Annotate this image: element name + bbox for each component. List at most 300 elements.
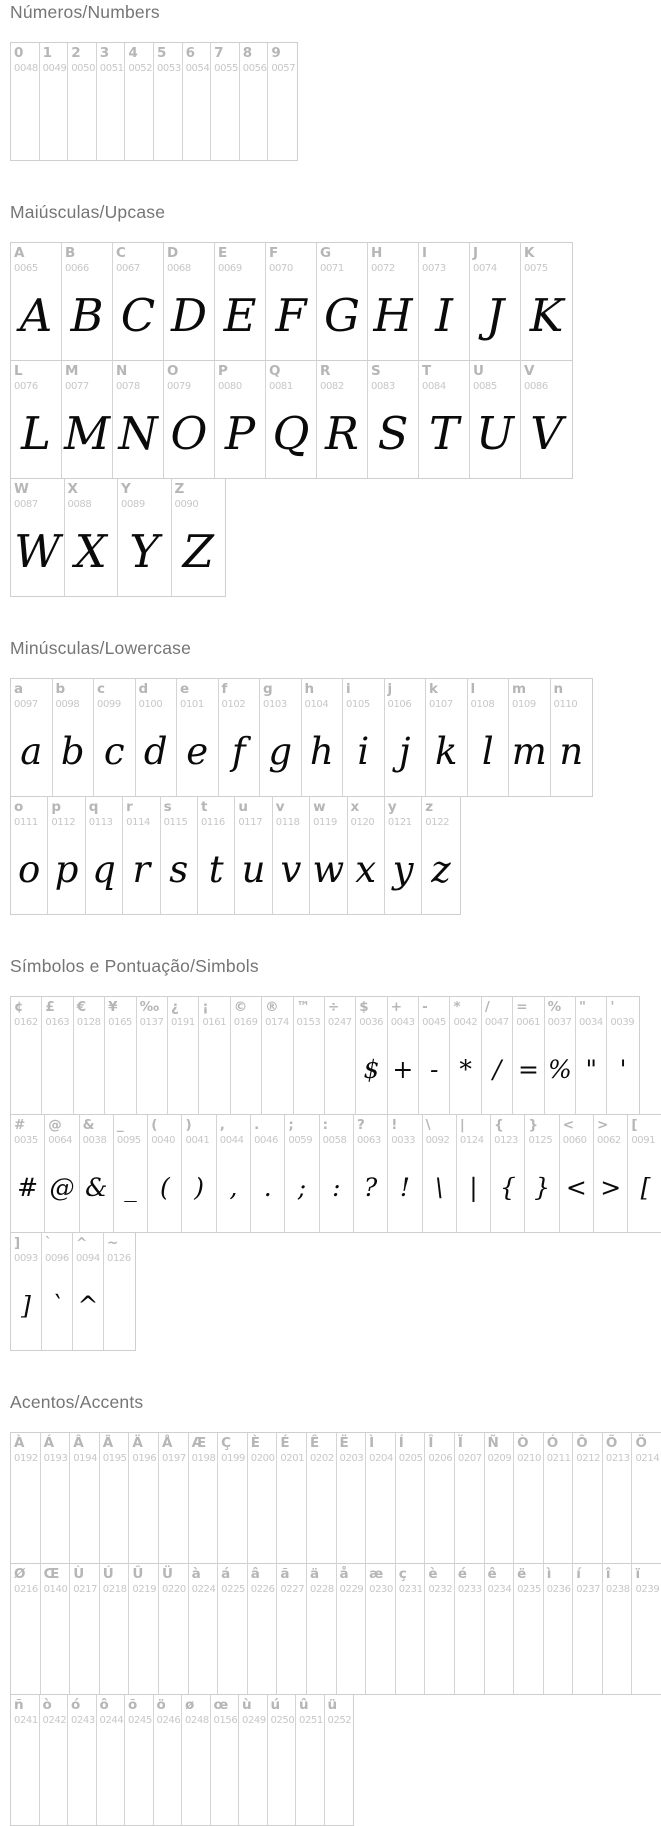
glyph-preview [340,1597,366,1689]
glyph-preview [73,1466,99,1558]
glyph-code-label: 0099 [97,698,121,710]
glyph-preview [14,1728,39,1820]
glyph-cell [218,1564,248,1694]
glyph-preview: m [511,729,547,773]
glyph-preview: q [92,847,116,891]
glyph-code-label: 0053 [156,62,181,74]
glyph-cell [470,243,521,360]
glyph-char-label: * [453,999,461,1015]
glyph-preview [399,1597,425,1689]
glyph-preview: = [517,1054,539,1084]
glyph-preview: o [18,847,41,891]
glyph-cell [11,679,53,796]
glyph-cell [422,797,459,914]
glyph-char-label: ù [242,1697,252,1713]
glyph-cell [53,679,95,796]
glyph-char-label: p [51,799,62,815]
glyph-preview: F [275,288,307,342]
glyph-char-label: n [553,681,564,697]
glyph-char-label: < [562,1117,575,1133]
glyph-preview: , [229,1172,238,1202]
glyph-char-label: / [484,999,490,1015]
glyph-char-label: ÷ [327,999,340,1015]
glyph-code-label: 0120 [350,816,375,828]
glyph-code-label: 0193 [43,1452,68,1464]
glyph-preview [185,1728,210,1820]
glyph-char-label: | [459,1117,465,1133]
glyph-code-label: 0231 [398,1583,423,1595]
glyph-char-label: ‰ [139,999,160,1015]
glyph-row [10,1563,661,1695]
glyph-code-label: 0052 [128,62,153,74]
glyph-char-label: L [14,363,23,379]
glyph-preview: u [241,847,266,891]
glyph-cell [285,1115,319,1232]
glyph-char-label: A [14,245,25,261]
glyph-cell [307,1564,337,1694]
glyph-preview: { [499,1172,516,1202]
glyph-cell [248,1564,278,1694]
glyph-char-label: G [320,245,332,261]
glyph-cell [521,361,572,478]
glyph-cell [388,997,419,1114]
glyph-cell [366,1564,396,1694]
glyph-code-label: 0117 [238,816,263,828]
glyph-cell [11,997,42,1114]
glyph-char-label: ! [391,1117,398,1133]
glyph-preview [202,1030,229,1109]
glyph-code-label: 0063 [356,1134,381,1146]
glyph-code-label: 0082 [320,380,344,392]
glyph-char-label: v [275,799,285,815]
glyph-char-label: + [390,999,402,1015]
glyph-cell [100,1564,130,1694]
glyph-code-label: 0225 [221,1583,246,1595]
glyph-char-label: Ã [102,1435,114,1451]
glyph-char-label: m [512,681,527,697]
glyph-char-label: 9 [271,45,281,61]
glyph-preview [14,1597,40,1689]
glyph-char-label: Í [398,1435,404,1451]
glyph-preview: > [600,1172,622,1202]
glyph-cell [307,1433,337,1563]
glyph-code-label: 0198 [191,1452,216,1464]
glyph-cell [189,1433,219,1563]
glyph-cell [426,679,468,796]
glyph-preview [44,1597,70,1689]
glyph-cell [450,997,481,1114]
glyph-preview [328,1030,355,1109]
glyph-preview [547,1597,573,1689]
glyph-cell [80,1115,114,1232]
glyph-char-label: Z [174,481,185,497]
glyph-preview [340,1466,366,1558]
glyph-char-label: ] [14,1235,21,1251]
glyph-cell [100,1433,130,1563]
glyph-char-label: Y [121,481,131,497]
glyph-cell [218,1433,248,1563]
glyph-char-label: C [116,245,126,261]
glyph-code-label: 0137 [139,1016,164,1028]
glyph-code-label: 0216 [14,1583,38,1595]
glyph-preview: + [392,1054,414,1084]
glyph-char-label: ã [280,1566,290,1582]
glyph-code-label: 0203 [339,1452,364,1464]
glyph-char-label: Ä [132,1435,143,1451]
glyph-cell [123,797,160,914]
glyph-cell [41,1564,71,1694]
glyph-char-label: [ [631,1117,638,1133]
glyph-char-label: ™ [296,999,311,1015]
glyph-char-label: Ü [161,1566,173,1582]
glyph-preview [162,1597,188,1689]
glyph-char-label: F [269,245,279,261]
glyph-cell [423,1115,457,1232]
glyph-char-label: 4 [128,45,138,61]
glyph-code-label: 0232 [428,1583,453,1595]
glyph-preview [369,1466,395,1558]
glyph-char-label: £ [45,999,55,1015]
glyph-cell [320,1115,354,1232]
glyph-char-label: x [350,799,360,815]
glyph-preview: j [399,729,411,773]
glyph-code-label: 0121 [387,816,412,828]
glyph-char-label: € [76,999,87,1015]
glyph-char-label: ' [610,999,615,1015]
glyph-code-label: 0086 [524,380,548,392]
glyph-code-label: 0104 [304,698,329,710]
glyph-cell [11,1115,45,1232]
glyph-code-label: 0161 [202,1016,227,1028]
glyph-code-label: 0048 [14,62,38,74]
glyph-preview: E [223,288,257,342]
glyph-char-label: s [163,799,172,815]
glyph-code-label: 0252 [327,1714,352,1726]
glyph-preview: h [309,729,334,773]
glyph-preview: M [63,406,111,460]
glyph-code-label: 0224 [191,1583,216,1595]
glyph-char-label: À [14,1435,25,1451]
glyph-cell [628,1115,661,1232]
glyph-cell [40,1695,69,1825]
glyph-preview: w [312,847,345,891]
glyph-preview [234,1030,261,1109]
glyph-code-label: 0075 [524,262,548,274]
glyph-preview: Z [182,524,214,578]
glyph-preview: | [469,1172,478,1202]
glyph-code-label: 0044 [219,1134,244,1146]
glyph-code-label: 0057 [271,62,296,74]
glyph-char-label: z [425,799,434,815]
glyph-code-label: 0228 [309,1583,334,1595]
glyph-code-label: 0245 [128,1714,152,1726]
glyph-char-label: ë [517,1566,527,1582]
glyph-preview: b [60,729,85,773]
glyph-char-label: è [428,1566,438,1582]
glyph-code-label: 0080 [218,380,242,392]
glyph-char-label: q [88,799,99,815]
glyph-code-label: 0115 [163,816,188,828]
glyph-char-label: Õ [605,1435,618,1451]
glyph-preview [103,1466,129,1558]
glyph-code-label: 0033 [391,1134,416,1146]
glyph-char-label: ¡ [202,999,209,1015]
glyph-cell [68,1695,97,1825]
glyph-code-label: 0211 [546,1452,571,1464]
glyph-cell [273,797,310,914]
glyph-char-label: Å [161,1435,173,1451]
glyph-row [10,42,298,161]
glyph-code-label: 0074 [473,262,497,274]
glyph-preview [635,1466,661,1558]
glyph-row [10,1694,354,1826]
glyph-char-label: N [116,363,128,379]
glyph-preview [132,1597,158,1689]
glyph-char-label: 3 [99,45,110,61]
glyph-code-label: 0050 [71,62,96,74]
glyph-code-label: 0109 [512,698,536,710]
glyph-preview: K [529,288,564,342]
glyph-char-label: Ù [73,1566,85,1582]
glyph-char-label: 8 [242,45,253,61]
glyph-code-label: 0126 [107,1252,131,1264]
glyph-preview [14,1030,41,1109]
glyph-code-label: 0036 [359,1016,384,1028]
glyph-cell [248,1433,278,1563]
character-map [10,2,661,1826]
glyph-cell [632,1433,661,1563]
glyph-preview [192,1466,218,1558]
glyph-cell [65,479,119,596]
glyph-preview: D [170,288,208,342]
glyph-code-label: 0241 [14,1714,38,1726]
glyph-cell [114,1115,148,1232]
glyph-char-label: ä [309,1566,320,1582]
glyph-code-label: 0064 [48,1134,73,1146]
glyph-cell [356,997,387,1114]
glyph-preview [458,1466,484,1558]
glyph-code-label: 0114 [126,816,151,828]
glyph-cell [302,679,344,796]
glyph-preview [488,1597,514,1689]
glyph-cell [317,243,368,360]
glyph-code-label: 0051 [99,62,124,74]
glyph-preview [251,1597,277,1689]
glyph-preview [214,1728,239,1820]
glyph-preview: p [54,847,79,891]
glyph-cell [11,1433,41,1563]
glyph-char-label: ê [487,1566,497,1582]
glyph-char-label: Û [132,1566,144,1582]
glyph-cell [11,479,65,596]
glyph-char-label: ¥ [108,999,118,1015]
glyph-char-label: È [250,1435,260,1451]
glyph-cell [118,479,172,596]
glyph-code-label: 0247 [327,1016,352,1028]
glyph-cell [544,1433,574,1563]
section-title-numbers: Números/Numbers [10,2,160,22]
glyph-cell [11,1564,41,1694]
glyph-preview [242,1728,267,1820]
glyph-char-label: ô [99,1697,109,1713]
glyph-char-label: X [67,481,78,497]
glyph-cell [551,679,593,796]
glyph-cell [154,1695,183,1825]
glyph-cell [594,1115,628,1232]
glyph-char-label: © [233,999,248,1015]
glyph-code-label: 0249 [242,1714,266,1726]
glyph-code-label: 0214 [635,1452,660,1464]
glyph-preview: f [231,729,246,773]
glyph-code-label: 0110 [553,698,578,710]
glyph-char-label: K [524,245,535,261]
glyph-grid-accents [10,1432,661,1826]
glyph-cell [521,243,572,360]
glyph-cell [470,361,521,478]
glyph-cell [240,43,269,160]
glyph-preview: S [377,406,409,460]
glyph-preview: ! [399,1172,410,1202]
glyph-preview: : [332,1172,341,1202]
glyph-preview [44,1466,70,1558]
glyph-code-label: 0140 [43,1583,68,1595]
glyph-char-label: J [473,245,479,261]
glyph-char-label: ) [185,1117,192,1133]
glyph-code-label: 0199 [221,1452,246,1464]
glyph-code-label: 0081 [269,380,293,392]
glyph-char-label: ^ [76,1235,88,1251]
glyph-char-label: k [429,681,438,697]
glyph-cell [68,43,97,160]
glyph-row [10,478,226,597]
glyph-code-label: 0226 [250,1583,275,1595]
glyph-preview: W [14,524,61,578]
glyph-cell [419,997,450,1114]
glyph-row [10,360,573,479]
glyph-code-label: 0119 [313,816,337,828]
glyph-preview [221,1597,247,1689]
glyph-code-label: 0095 [116,1134,141,1146]
glyph-cell [268,1695,297,1825]
glyph-code-label: 0174 [265,1016,289,1028]
glyph-char-label: Æ [191,1435,207,1451]
glyph-preview: C [120,288,156,342]
glyph-char-label: B [65,245,76,261]
glyph-cell [573,1564,603,1694]
glyph-char-label: Â [73,1435,84,1451]
glyph-preview: @ [49,1172,75,1202]
glyph-cell [560,1115,594,1232]
glyph-cell [11,1233,42,1350]
glyph-cell [266,361,317,478]
glyph-preview [14,76,39,155]
glyph-code-label: 0061 [516,1016,541,1028]
glyph-code-label: 0163 [45,1016,70,1028]
glyph-code-label: 0236 [546,1583,571,1595]
glyph-preview [14,1466,40,1558]
glyph-cell [104,1233,135,1350]
glyph-char-label: à [191,1566,201,1582]
section-uppercase [10,202,661,597]
glyph-char-label: E [218,245,228,261]
glyph-cell [125,43,154,160]
glyph-preview: y [392,847,414,891]
glyph-preview [71,76,96,155]
glyph-code-label: 0105 [346,698,370,710]
glyph-cell [296,1695,325,1825]
glyph-cell [385,679,427,796]
glyph-code-label: 0087 [14,498,38,510]
glyph-cell [239,1695,268,1825]
glyph-char-label: œ [213,1697,229,1713]
glyph-cell [525,1115,559,1232]
glyph-code-label: 0038 [82,1134,107,1146]
glyph-preview [186,76,211,155]
glyph-cell [62,361,113,478]
glyph-code-label: 0084 [422,380,446,392]
glyph-cell [159,1433,189,1563]
glyph-code-label: 0230 [369,1583,393,1595]
glyph-char-label: Ö [635,1435,647,1451]
glyph-code-label: 0037 [547,1016,572,1028]
glyph-cell [388,1115,422,1232]
glyph-char-label: ò [42,1697,52,1713]
glyph-code-label: 0196 [132,1452,157,1464]
glyph-preview [157,1728,182,1820]
glyph-code-label: 0195 [102,1452,127,1464]
glyph-code-label: 0085 [473,380,497,392]
glyph-preview: R [325,406,359,460]
glyph-char-label: í [576,1566,581,1582]
glyph-code-label: 0113 [88,816,113,828]
glyph-cell [455,1433,485,1563]
glyph-char-label: @ [48,1117,62,1133]
glyph-preview [458,1597,484,1689]
glyph-preview: # [17,1172,39,1202]
glyph-char-label: 6 [185,45,195,61]
glyph-code-label: 0250 [270,1714,295,1726]
glyph-preview: ( [159,1172,170,1202]
glyph-preview [271,1728,296,1820]
glyph-char-label: å [339,1566,349,1582]
glyph-code-label: 0192 [14,1452,38,1464]
glyph-cell [62,243,113,360]
glyph-preview: a [20,729,43,773]
glyph-code-label: 0235 [517,1583,541,1595]
glyph-preview: ` [50,1290,64,1320]
glyph-code-label: 0112 [51,816,76,828]
glyph-preview: v [280,847,302,891]
glyph-preview [43,76,68,155]
glyph-cell [491,1115,525,1232]
glyph-cell [231,997,262,1114]
glyph-code-label: 0094 [76,1252,100,1264]
glyph-cell [48,797,85,914]
glyph-cell [310,797,347,914]
glyph-preview [310,1597,336,1689]
glyph-code-label: 0070 [269,262,293,274]
glyph-code-label: 0058 [322,1134,347,1146]
glyph-preview: " [585,1054,597,1084]
glyph-char-label: Ï [457,1435,463,1451]
glyph-char-label: Î [428,1435,434,1451]
glyph-code-label: 0055 [214,62,239,74]
glyph-code-label: 0233 [457,1583,482,1595]
glyph-cell [482,997,513,1114]
glyph-preview [162,1466,188,1558]
glyph-cell [219,679,261,796]
glyph-code-label: 0124 [459,1134,484,1146]
